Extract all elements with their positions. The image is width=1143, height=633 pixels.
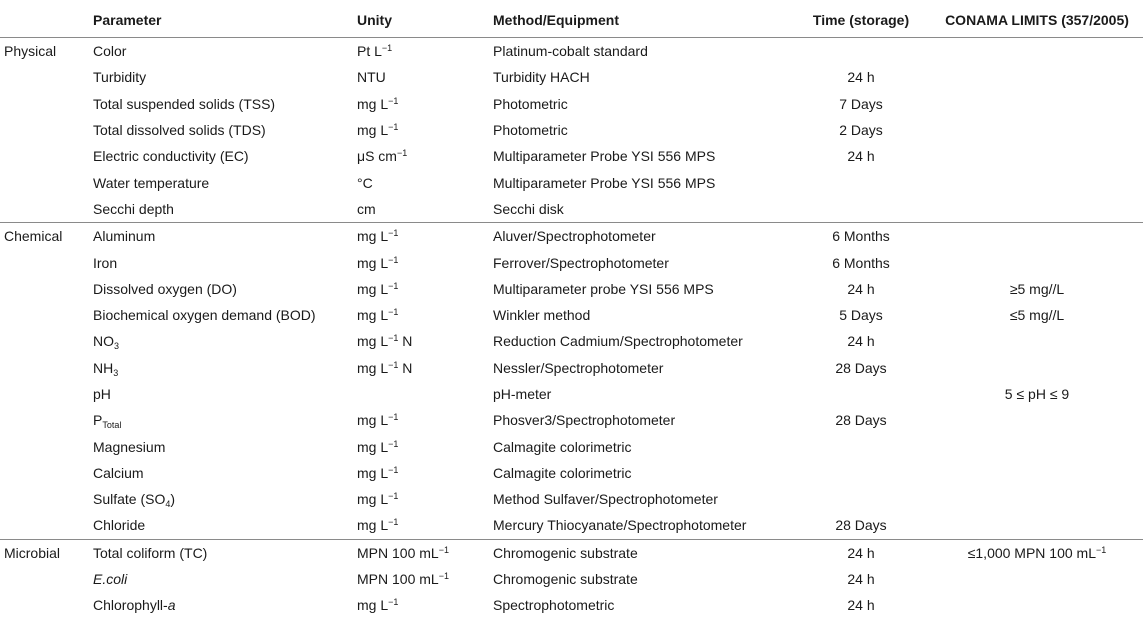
parameter-cell: Biochemical oxygen demand (BOD) [93,307,316,324]
table-row [0,592,1143,618]
method-cell: Platinum-cobalt standard [493,43,648,60]
table-row [0,302,1143,328]
method-cell: Winkler method [493,307,591,324]
method-cell: Calmagite colorimetric [493,464,632,481]
time-cell: 28 Days [835,359,887,376]
parameter-cell: Total coliform (TC) [93,539,357,566]
unity-cell: mg $L^{-1}$ N [357,333,413,350]
table-row [0,486,1143,512]
parameter-cell: Aluminum [93,223,357,250]
limit-cell [931,38,1143,65]
unity-cell: mg $L^{-1}$ [357,280,399,297]
method-cell: Chromogenic substrate [493,539,791,566]
time-cell: 2 Days [839,122,883,139]
time-cell: 7 Days [839,95,883,112]
time-cell [791,196,931,223]
table-row [0,355,1143,381]
time-cell: 5 Days [839,307,883,324]
method-cell: Aluver/Spectrophotometer [493,223,791,250]
parameter-cell: Chlorophyll-a [93,597,176,614]
table-row [0,64,1143,90]
parameter-cell: Color [93,43,127,60]
limit-cell [931,407,1143,433]
limit-cell: ≤1,000 MPN 100 $mL^{-1}$ [931,539,1143,566]
limit-cell: ≥5 mg//L [1009,280,1065,297]
limit-cell [931,169,1143,195]
limit-cell [931,64,1143,90]
parameter-cell: Chloride [93,517,146,534]
category-chemical: Chemical [0,223,93,250]
method-cell: Chromogenic substrate [493,571,638,588]
method-cell: Reduction Cadmium/Spectrophotometer [493,333,743,350]
method-cell: Multiparameter Probe YSI 556 MPS [493,174,716,191]
method-cell: Calmagite colorimetric [493,438,632,455]
limit-cell: ≤5 mg//L [1009,307,1065,324]
method-cell: Multiparameter probe YSI 556 MPS [493,280,714,297]
unity-cell: Pt $L^{-1}$ [357,43,393,60]
header-row [0,3,1143,38]
time-cell [791,433,931,459]
unity-cell [357,381,493,407]
header-category [0,3,93,38]
method-cell: Spectrophotometric [493,597,615,614]
method-cell: Secchi disk [493,200,564,217]
time-cell: 24 h [847,333,875,350]
limit-cell [931,592,1143,618]
table-row [0,169,1143,195]
unity-cell: mg $L^{-1}$ [357,307,399,324]
limit-cell [931,196,1143,223]
parameter-cell: Magnesium [93,438,166,455]
table-row [0,223,1143,250]
parameter-cell: Electric conductivity (EC) [93,148,249,165]
unity-cell: °C [357,174,373,191]
table-row [0,196,1143,223]
parameter-cell: Secchi depth [93,200,174,217]
time-cell: 28 Days [835,517,887,534]
unity-cell: mg $L^{-1}$ [357,254,399,271]
limit-cell [931,143,1143,169]
table-row [0,407,1143,433]
unity-cell: mg $L^{-1}$ [357,223,493,250]
time-cell [791,381,931,407]
parameter-cell: E.coli [93,571,128,588]
time-cell: 24 h [791,539,931,566]
method-cell: Ferrover/Spectrophotometer [493,254,669,271]
time-cell [791,460,931,486]
parameters-table [0,3,1143,619]
table-row [0,566,1143,592]
limit-cell [931,355,1143,381]
method-cell: pH-meter [493,386,552,402]
unity-cell: mg $L^{-1}$ [357,438,399,455]
method-cell: Photometric [493,122,568,139]
table-row [0,38,1143,65]
table-row [0,433,1143,459]
header-parameter: Parameter [93,3,357,38]
time-cell: 6 Months [832,254,890,271]
table-row [0,512,1143,539]
method-cell: Multiparameter Probe YSI 556 MPS [493,148,716,165]
method-cell: Method Sulfaver/Spectrophotometer [493,491,718,508]
unity-cell: mg $L^{-1}$ [357,597,399,614]
table-row [0,328,1143,354]
table-row [0,143,1143,169]
unity-cell: mg $L^{-1}$ [357,95,399,112]
table-row [0,539,1143,566]
parameter-cell: Water temperature [93,174,210,191]
method-cell: Photometric [493,95,568,112]
category-microbial: Microbial [0,539,93,566]
limit-cell: 5 ≤ pH ≤ 9 [1004,386,1070,402]
time-cell: 24 h [847,148,875,165]
method-cell: Turbidity HACH [493,69,590,86]
method-cell: Nessler/Spectrophotometer [493,359,664,376]
parameter-cell: Iron [93,254,118,271]
table-row [0,276,1143,302]
table-row [0,460,1143,486]
unity-cell: NTU [357,69,386,86]
time-cell: 24 h [847,597,875,614]
limit-cell [931,512,1143,539]
limit-cell [931,460,1143,486]
unity-cell: mg $L^{-1}$ [357,517,399,534]
parameter-cell: Calcium [93,464,144,481]
parameter-cell: Dissolved oxygen (DO) [93,280,237,297]
parameter-cell: $NO_3$ [93,333,120,352]
time-cell: 6 Months [791,223,931,250]
header-conama-limits: CONAMA LIMITS (357/2005) [931,3,1143,38]
parameter-cell: Total suspended solids (TSS) [93,95,276,112]
time-cell: 28 Days [835,412,887,429]
unity-cell: mg $L^{-1}$ [357,464,399,481]
table-row [0,117,1143,143]
limit-cell [931,566,1143,592]
time-cell [791,486,931,512]
parameter-cell: Sulfate $(SO_4)$ [93,491,176,510]
unity-cell: mg $L^{-1}$ [357,412,399,429]
method-cell: Phosver3/Spectrophotometer [493,412,676,429]
table-row [0,91,1143,117]
header-method: Method/Equipment [493,3,791,38]
limit-cell [931,91,1143,117]
unity-cell: MPN 100 $mL^{-1}$ [357,539,493,566]
parameter-cell: $NH_3$ [93,359,119,378]
parameter-cell: Turbidity [93,69,147,86]
time-cell [791,169,931,195]
unity-cell: mg $L^{-1}$ [357,491,399,508]
unity-cell: MPN 100 $mL^{-1}$ [357,571,449,588]
time-cell: 24 h [847,571,875,588]
header-time: Time (storage) [791,3,931,38]
table-row [0,249,1143,275]
unity-cell: mg $L^{-1}$ [357,122,399,139]
parameter-cell: $P_{Total}$ [93,412,122,431]
limit-cell [931,249,1143,275]
limit-cell [931,328,1143,354]
parameter-cell: pH [93,386,111,402]
limit-cell [931,117,1143,143]
unity-cell: μS $cm^{-1}$ [357,148,408,165]
unity-cell: mg $L^{-1}$ N [357,359,413,376]
limit-cell [931,486,1143,512]
time-cell: 24 h [847,280,875,297]
time-cell [791,38,931,65]
time-cell: 24 h [847,69,875,86]
category-physical: Physical [4,43,57,60]
parameter-cell: Total dissolved solids (TDS) [93,122,266,139]
method-cell: Mercury Thiocyanate/Spectrophotometer [493,517,747,534]
limit-cell [931,223,1143,250]
table-row [0,381,1143,407]
unity-cell: cm [357,200,376,217]
limit-cell [931,433,1143,459]
header-unity: Unity [357,3,493,38]
